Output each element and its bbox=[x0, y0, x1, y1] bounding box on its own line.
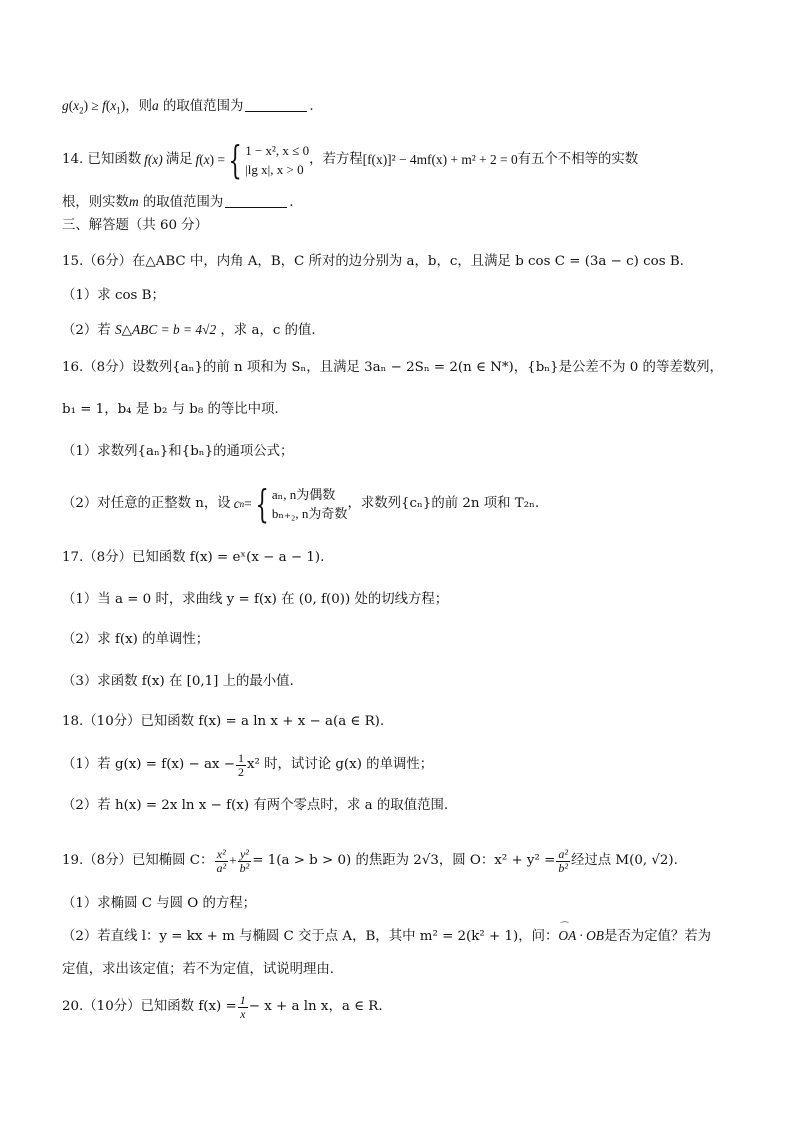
math-g-x2: g bbox=[62, 98, 69, 113]
section-heading: 三、解答题（共 60 分） bbox=[62, 218, 209, 233]
q19-part1: （1）求椭圆 C 与圆 O 的方程； bbox=[62, 896, 257, 911]
answer-blank[interactable] bbox=[225, 195, 287, 208]
q13-tail: $g(x_2) \ge f(x_1)$，则a 的取值范围为 . bbox=[62, 98, 314, 116]
q17-part2: （2）求 f(x) 的单调性； bbox=[62, 632, 210, 647]
fraction-one-half: $\frac{1}{2}$ bbox=[237, 750, 244, 779]
q17-stem: 17.（8分）已知函数 f(x) = eˣ(x − a − 1). bbox=[62, 550, 325, 565]
q15-stem: 15.（6分）在△ABC 中，内角 A，B，C 所对的边分别为 a，b，c，且满足 b cos C = (3a − c) cos B. bbox=[62, 254, 684, 269]
q19-stem: 19.（8分）已知椭圆 C： $\frac{\text{x²}}{\text{a²}}$ + $\frac{\text{y²}}{\text{b²}}$ = 1(a > b > 0) 的焦距为 2√3，圆 O：x² + y² = $\frac{\text{a²}}{\text{b²}}$ 经过点 M(0, √2). bbox=[62, 846, 678, 875]
q15-part1: （1）求 cos B； bbox=[62, 288, 165, 303]
q15-part2: （2）若 S△ABC = b = 4√2 ，求 a，c 的值. bbox=[62, 322, 316, 338]
vector-dot-product: ⌒ OA · OB bbox=[558, 926, 604, 946]
q16-part2: （2）对任意的正整数 n，设 c n = { aₙ, n为偶数 bₙ₊₂, n为奇数 ，求数列{cₙ}的前 2n 项和 T₂ₙ. bbox=[62, 482, 540, 526]
piecewise-sequence: { aₙ, n为偶数 bₙ₊₂, n为奇数 bbox=[255, 482, 348, 526]
q18-part1: （1）若 g(x) = f(x) − ax − $\frac{1}{2}$ x² 时，试讨论 g(x) 的单调性； bbox=[62, 750, 434, 779]
q18-stem: 18.（10分）已知函数 f(x) = a ln x + x − a(a ∈ R). bbox=[62, 714, 385, 729]
q20-stem: 20.（10分）已知函数 f(x) = $\frac{1}{x}$ − x + a ln x，a ∈ R. bbox=[62, 992, 383, 1021]
q14-stem: 14. 已知函数 f(x) 满足 f ( x ) = { 1 − x², x ≤ 0 |lg x|, x > 0 ，若方程 [f(x)]² − 4mf(x) + m² + 2 = 0 有五个不相等的实数 bbox=[62, 138, 639, 182]
q16-stem2: b₁ = 1，b₄ 是 b₂ 与 b₈ 的等比中项. bbox=[62, 402, 279, 417]
q17-part1: （1）当 a = 0 时，求曲线 y = f(x) 在 (0, f(0)) 处的切线方程； bbox=[62, 592, 449, 607]
q19-part2: （2）若直线 l：y = kx + m 与椭圆 C 交于点 A，B，其中 m² = 2(k² + 1)，问：⌒ OA · OB是否为定值？若为 bbox=[62, 926, 754, 947]
q14-line2: 根，则实数m 的取值范围为 . bbox=[62, 194, 294, 210]
q16-part1: （1）求数列{aₙ}和{bₙ}的通项公式； bbox=[62, 444, 294, 459]
q17-part3: （3）求函数 f(x) 在 [0,1] 上的最小值. bbox=[62, 674, 294, 689]
piecewise-function: { 1 − x², x ≤ 0 |lg x|, x > 0 bbox=[228, 138, 310, 182]
q18-part2: （2）若 h(x) = 2x ln x − f(x) 有两个零点时，求 a 的取值范围. bbox=[62, 798, 449, 813]
q16-stem: 16.（8分）设数列{aₙ}的前 n 项和为 Sₙ，且满足 3aₙ − 2Sₙ = 2(n ∈ N*)，{bₙ}是公差不为 0 的等差数列， bbox=[62, 360, 723, 375]
answer-blank[interactable] bbox=[245, 99, 307, 112]
q19-part2-cont: 定值，求出该定值；若不为定值，试说明理由. bbox=[62, 962, 335, 977]
fraction-one-over-x: $\frac{1}{x}$ bbox=[239, 992, 246, 1021]
